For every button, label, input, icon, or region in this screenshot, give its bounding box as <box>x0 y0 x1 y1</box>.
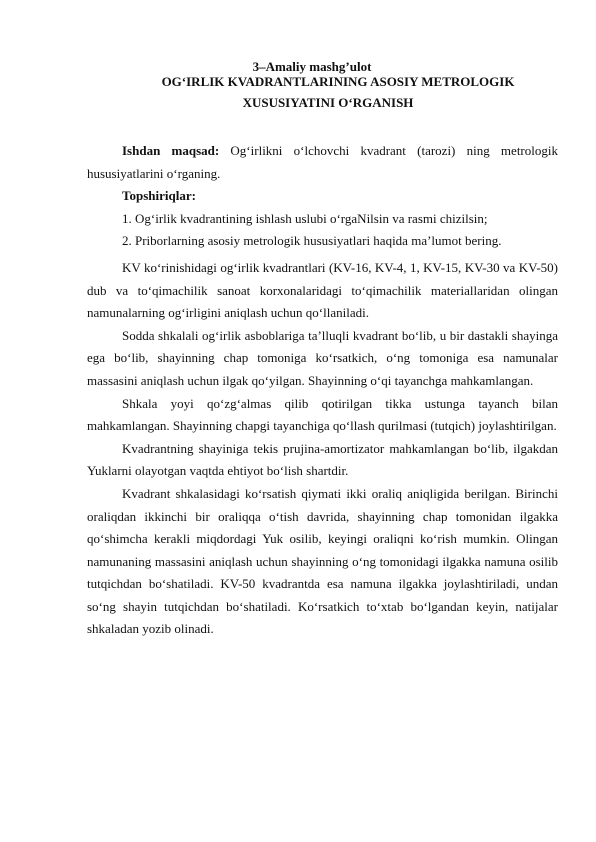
task-item-1: 1. Og‘irlik kvadrantining ishlash uslubi o‘rgaNilsin va rasmi chizilsin; <box>122 210 488 226</box>
tasks-label: Topshiriqlar: <box>122 188 196 204</box>
paragraph-4: Kvadrantning shayiniga tekis prujina-amortizator mahkamlangan bo‘lib, ilgakdan Yuklarni olayotgan vaqtda ehtiyot bo‘lish shartdir. <box>87 440 558 479</box>
aim-label: Ishdan maqsad: <box>122 143 220 158</box>
paragraph-3: Shkala yoyi qo‘zg‘almas qilib qotirilgan tikka ustunga tayanch bilan mahkamlangan. Shayinning chapgi tayanchiga qo‘llash qurilmasi (tutqich) joylashtirilgan. <box>87 395 558 434</box>
task-item-2: 2. Priborlarning asosiy metrologik hususiyatlari haqida ma’lumot bering. <box>122 233 502 249</box>
aim-paragraph <box>87 140 558 185</box>
document-body <box>87 140 558 641</box>
practice-number-heading: 3–Amaliy mashg’ulot <box>252 59 372 74</box>
paragraph-5: Kvadrant shkalasidagi ko‘rsatish qiymati ikki oraliq aniqligida berilgan. Birinchi oraliqdan ikkinchi bir oraliqqa o‘tish davrida, shayinning chap tomonidan ilgakka qo‘shimcha kerakli miqdordagi Yuk osilib, keyingi oraliqni ko‘rish mumkin. Olingan namunaning massasini aniqlash uchun shayinning o‘ng tomonidagi ilgakka namuna osilib tutqichdan bo‘shatiladi. KV-50 kvadrantda esa namuna ilgakka joylashtiriladi, undan so‘ng shayin tutqichdan bo‘shatiladi. Ko‘rsatkich to‘xtab bo‘lgandan keyin, natijalar shkaladan yozib olinadi. <box>87 485 558 637</box>
paragraph-1: KV ko‘rinishidagi og‘irlik kvadrantlari (KV-16, KV-4, 1, KV-15, KV-30 va KV-50) dub va to‘qimachilik sanoat korxonalaridagi to‘qimachilik materiallaridan olingan namunalarning og‘irligini aniqlash uchun qo‘llaniladi. <box>87 259 558 321</box>
title-line-2: XUSUSIYATINI O‘RGANISH <box>242 95 414 110</box>
title-line-1: OG‘IRLIK KVADRANTLARINING ASOSIY METROLOGIK <box>161 74 515 89</box>
aim-text: Og‘irlikni o‘lchovchi kvadrant (tarozi) ning metrologik hususiyatlarini o‘rganing. <box>87 143 558 181</box>
paragraph-2: Sodda shkalali og‘irlik asboblariga ta’lluqli kvadrant bo‘lib, u bir dastakli shayinga ega bo‘lib, shayinning chap tomoniga ko‘rsatkich, o‘ng tomoniga esa namunalar massasini aniqlash uchun ilgak qo‘yilgan. Shayinning o‘qi tayanchga mahkamlangan. <box>87 327 558 388</box>
